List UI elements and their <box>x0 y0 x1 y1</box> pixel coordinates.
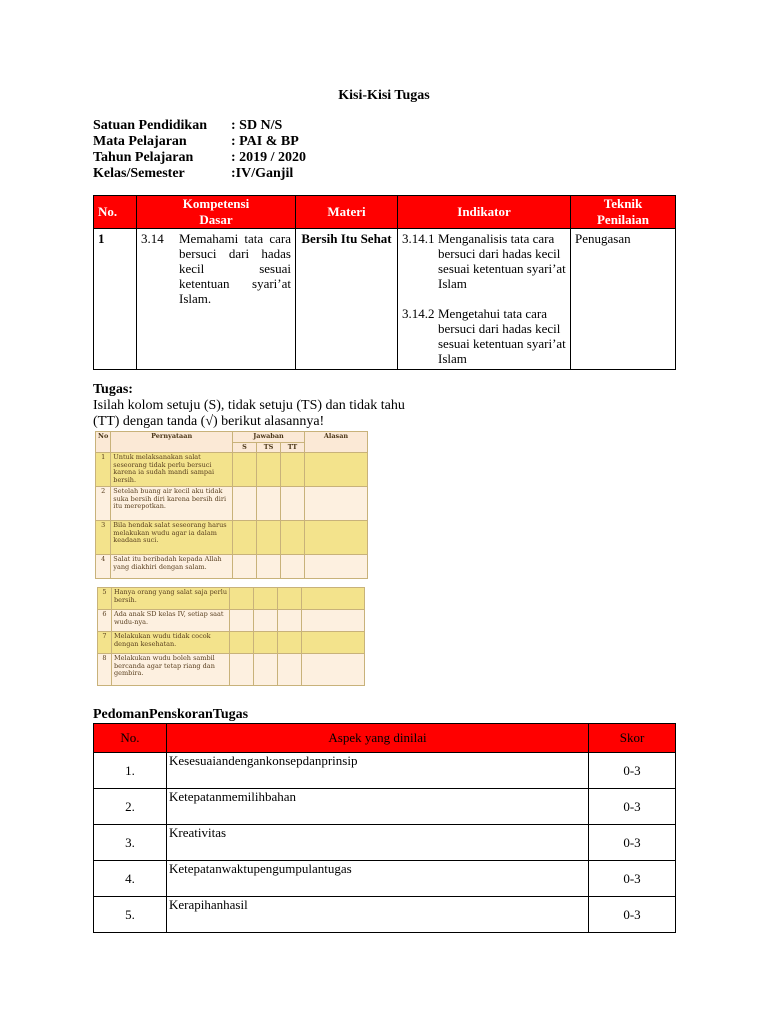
ws-header-pernyataan: Pernyataan <box>111 432 233 453</box>
teknik-cell: Penugasan <box>571 229 676 370</box>
header-kompetensi: Kompetensi Dasar <box>137 196 296 229</box>
kd-number: 3.14 <box>141 231 164 246</box>
ws-row: 8 Melakukan wudu boleh sambil bercanda agar tetap riang dan gembira. <box>98 654 365 686</box>
meta-row-kelas <box>93 166 306 182</box>
ind-text: Mengetahui tata cara bersuci dari hadas kecil sesuai ketentuan syari’at Islam <box>438 306 566 366</box>
pedoman-header-skor: Skor <box>589 724 676 753</box>
ws-row: 7 Melakukan wudu tidak cocok dengan kesehatan. <box>98 632 365 654</box>
meta-key: Satuan Pendidikan <box>93 118 207 133</box>
tugas-label: Tugas: <box>93 382 133 397</box>
ws-header-tt: TT <box>281 442 305 453</box>
ws-row: 2 Setelah buang air kecil aku tidak suka bersih diri karena bersih diri itu merepotkan. <box>96 487 368 521</box>
table-row: 5. Kerapihanhasil 0-3 <box>94 897 676 933</box>
pedoman-header-no: No. <box>94 724 167 753</box>
tugas-block <box>93 382 405 430</box>
indikator-cell <box>398 229 571 370</box>
ws-header-jawaban: Jawaban <box>233 432 305 443</box>
header-teknik: Teknik Penilaian <box>571 196 676 229</box>
ind-number: 3.14.2 <box>402 306 435 321</box>
ws-header-ts: TS <box>257 442 281 453</box>
meta-row-tahun <box>93 150 306 166</box>
tugas-instruction: (TT) dengan tanda (√) berikut alasannya! <box>93 414 325 429</box>
table-row: 4. Ketepatanwaktupengumpulantugas 0-3 <box>94 861 676 897</box>
header-materi: Materi <box>296 196 398 229</box>
materi-cell: Bersih Itu Sehat <box>296 229 398 370</box>
meta-row-satuan <box>93 118 306 134</box>
ws-row: 5 Hanya orang yang salat saja perlu bersih. <box>98 588 365 610</box>
meta-key: Mata Pelajaran <box>93 134 187 149</box>
ws-header-alasan: Alasan <box>305 432 368 453</box>
kompetensi-cell <box>137 229 296 370</box>
ind-text: Menganalisis tata cara bersuci dari hadas kecil sesuai ketentuan syari’at Islam <box>438 231 566 291</box>
worksheet-image-part-1 <box>95 431 368 579</box>
ws-row: 6 Ada anak SD kelas IV, setiap saat wudu-nya. <box>98 610 365 632</box>
ws-row: 4 Salat itu beribadah kepada Allah yang diakhiri dengan salam. <box>96 555 368 579</box>
header-no: No. <box>94 196 137 229</box>
kisi-table <box>93 195 676 370</box>
ws-header-no: No <box>96 432 111 453</box>
pedoman-table <box>93 723 676 933</box>
ws-row: 1 Untuk melaksanakan salat seseorang tidak perlu bersuci karena ia sudah mandi sampai bersih. <box>96 453 368 487</box>
table-row: 2. Ketepatanmemilihbahan 0-3 <box>94 789 676 825</box>
meta-value: : PAI & BP <box>231 134 299 149</box>
table-row: 1. Kesesuaiandengankonsepdanprinsip 0-3 <box>94 753 676 789</box>
meta-value: : 2019 / 2020 <box>231 150 307 165</box>
table-row <box>94 229 676 370</box>
ws-header-s: S <box>233 442 257 453</box>
ws-row: 3 Bila hendak salat seseorang harus melakukan wudu agar ia dalam keadaan suci. <box>96 521 368 555</box>
meta-row-mapel <box>93 134 306 150</box>
kd-text: Memahami tata cara bersuci dari hadas kecil sesuai ketentuan syari’at Islam. <box>179 231 291 306</box>
meta-value: :IV/Ganjil <box>231 166 294 181</box>
identity-block <box>93 118 306 182</box>
pedoman-header-aspek: Aspek yang dinilai <box>167 724 589 753</box>
ind-number: 3.14.1 <box>402 231 435 246</box>
worksheet-image-part-2 <box>97 587 365 686</box>
meta-key: Tahun Pelajaran <box>93 150 194 165</box>
table-row: 3. Kreativitas 0-3 <box>94 825 676 861</box>
meta-value: : SD N/S <box>231 118 283 133</box>
header-indikator: Indikator <box>398 196 571 229</box>
meta-key: Kelas/Semester <box>93 166 185 181</box>
tugas-instruction: Isilah kolom setuju (S), tidak setuju (TS) dan tidak tahu <box>93 398 405 413</box>
pedoman-title: PedomanPenskoranTugas <box>93 707 249 722</box>
document-title: Kisi-Kisi Tugas <box>338 88 430 103</box>
row-no: 1 <box>94 229 137 370</box>
